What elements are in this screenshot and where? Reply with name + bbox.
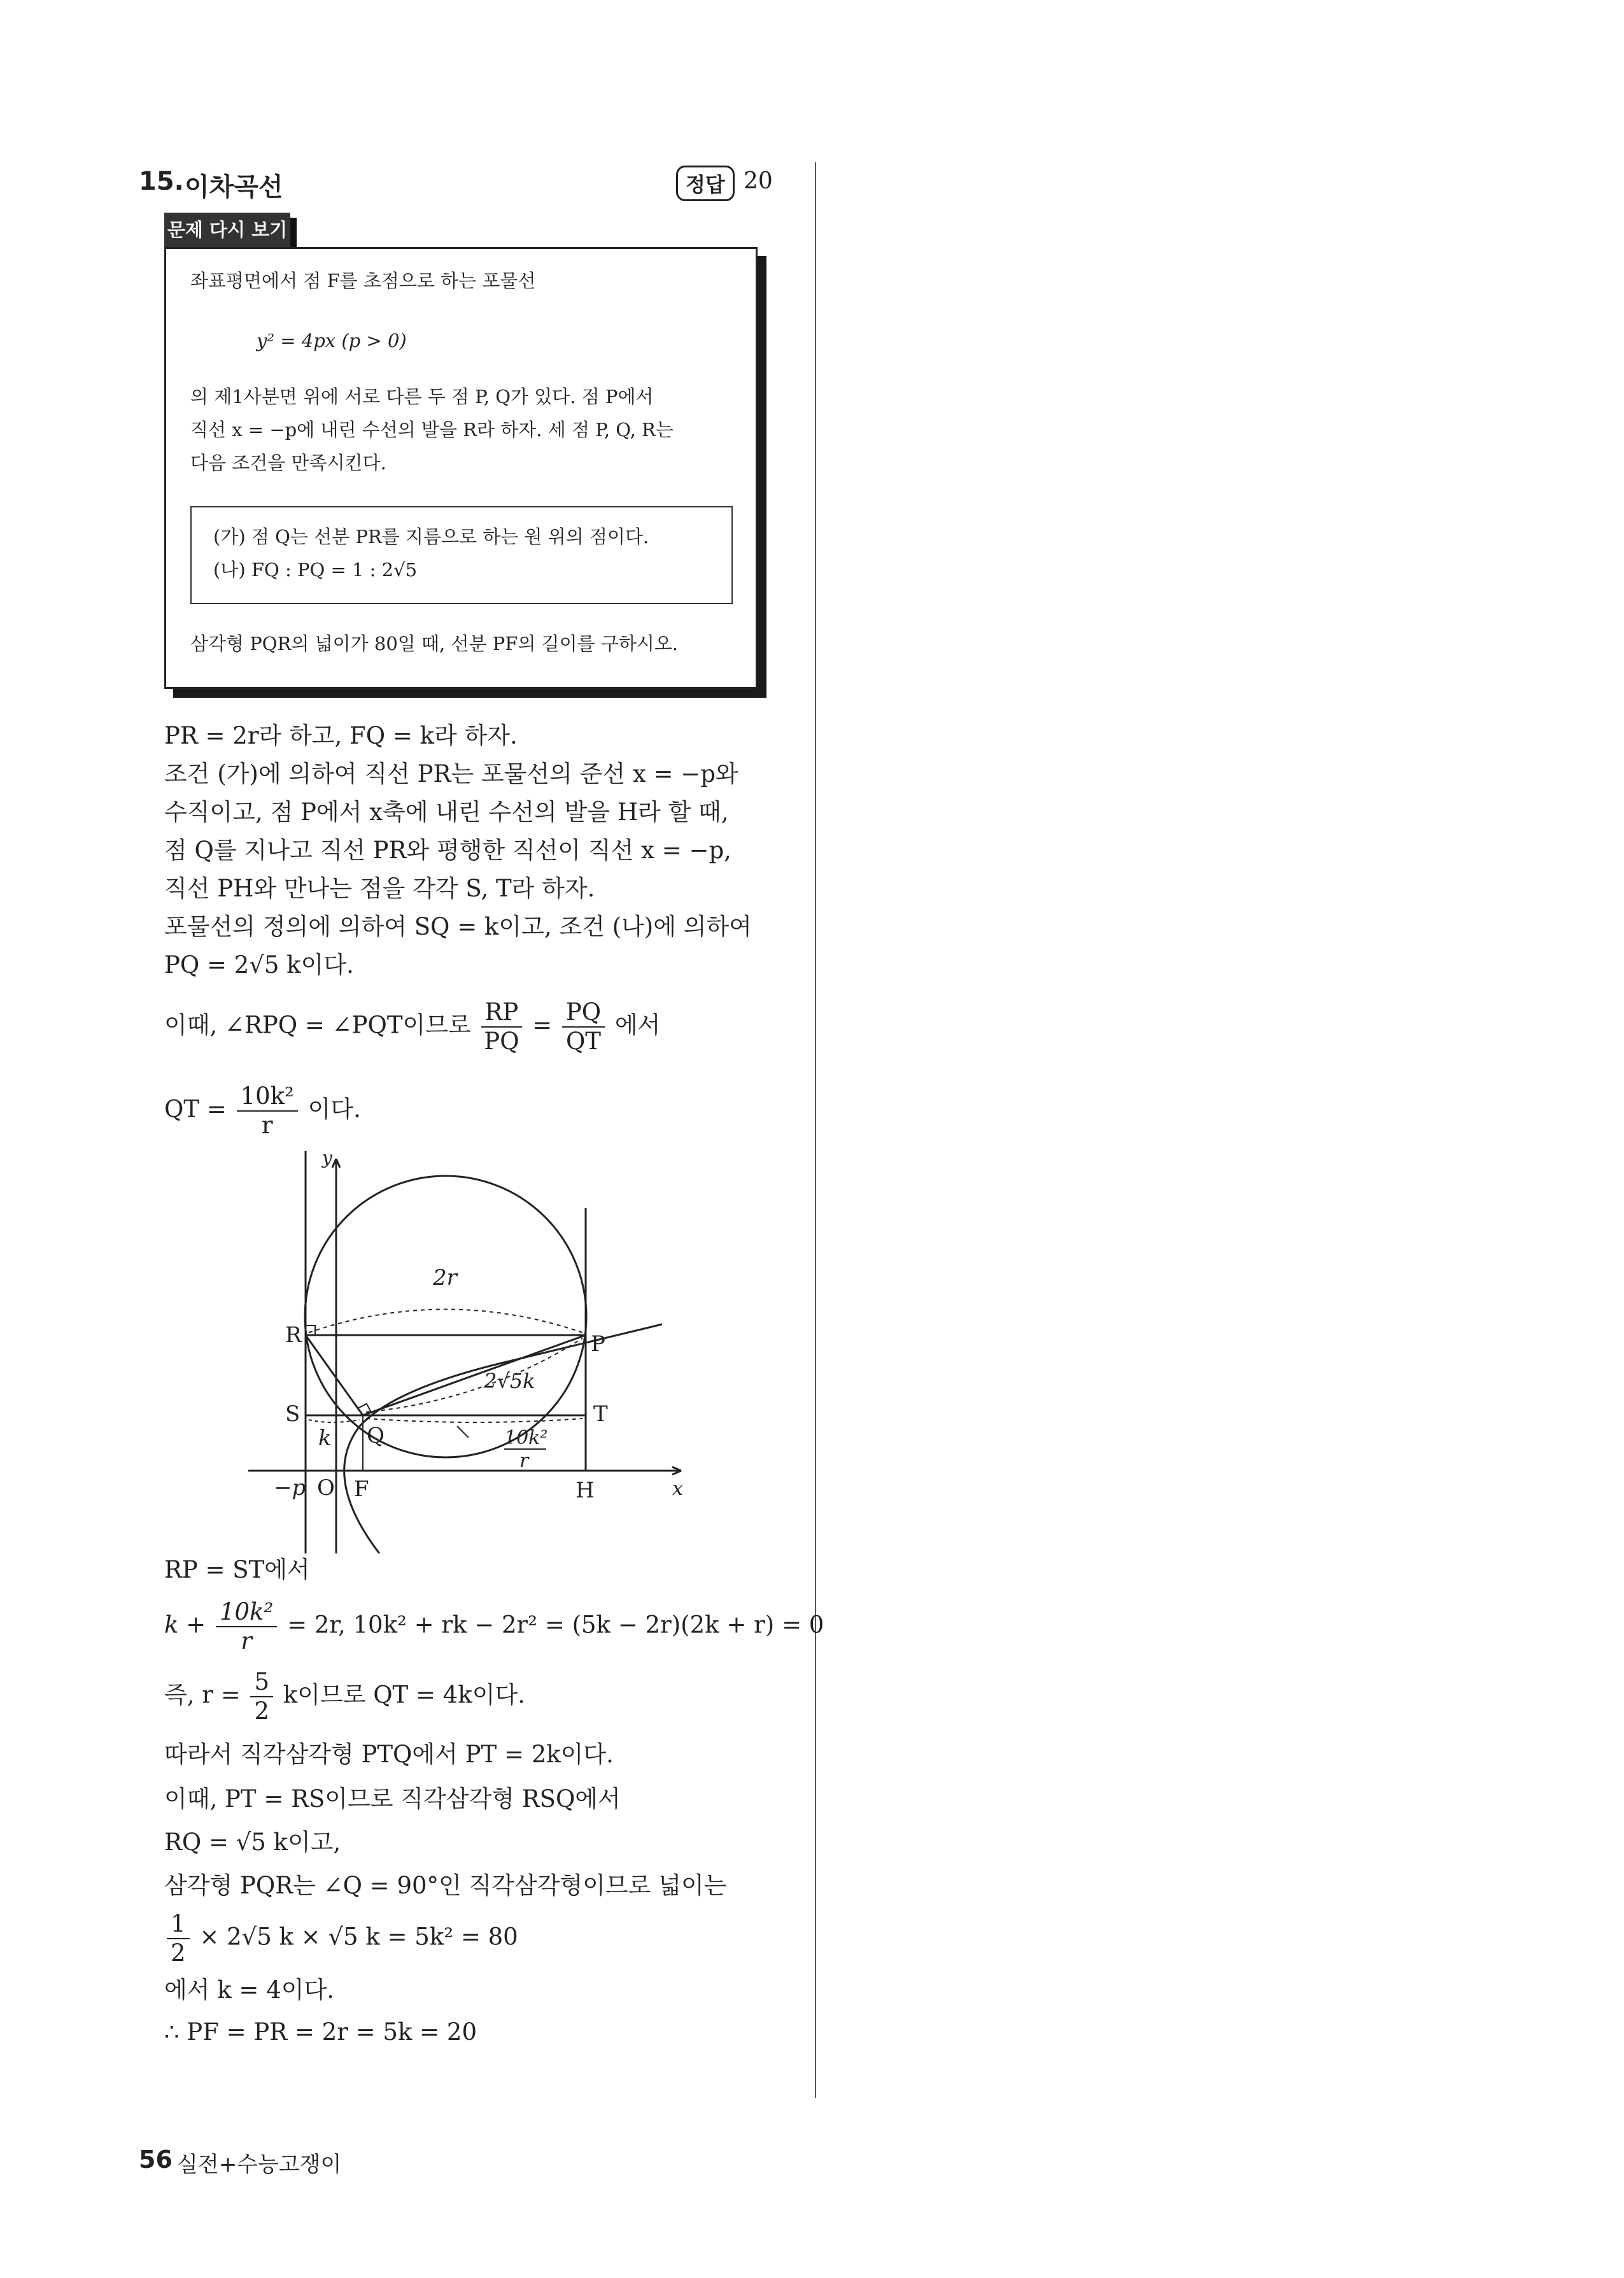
solution-r-value: [164, 1668, 525, 1725]
numerator: 5: [250, 1668, 273, 1697]
text: 에서: [614, 1011, 661, 1039]
label-T: T: [593, 1401, 608, 1427]
numerator: 10k²: [216, 1598, 277, 1627]
condition-b: [213, 553, 417, 586]
denominator: r: [261, 1112, 273, 1139]
condition-b-label: (나): [213, 559, 246, 581]
solution-line: 이때, PT = RS이므로 직각삼각형 RSQ에서: [164, 1785, 621, 1813]
x-axis-label: x: [672, 1478, 683, 1500]
label-F: F: [354, 1476, 369, 1502]
solution-line: 조건 (가)에 의하여 직선 PR는 포물선의 준선 x = −p와: [164, 760, 738, 788]
label-k: k: [318, 1426, 332, 1451]
parabola-curve: [344, 1324, 662, 1553]
text: = 2r, 10k² + rk − 2r² = (5k − 2r)(2k + r) = 0: [287, 1611, 824, 1639]
label-QT-numerator: 10k²: [504, 1427, 548, 1449]
solution-line: 직선 PH와 만나는 점을 각각 S, T라 하자.: [164, 875, 595, 902]
text: QT =: [164, 1095, 227, 1123]
text: 즉, r =: [164, 1681, 241, 1709]
solution-conclusion: ∴ PF = PR = 2r = 5k = 20: [164, 2018, 477, 2046]
fraction: [481, 998, 523, 1056]
label-O: O: [317, 1475, 335, 1501]
text: 이다.: [307, 1095, 361, 1123]
condition-a: (가) 점 Q는 선분 PR를 지름으로 하는 원 위의 점이다.: [213, 526, 649, 548]
text: 이때, ∠RPQ = ∠PQT이므로: [164, 1011, 471, 1039]
solution-line: RQ = √5 k이고,: [164, 1829, 341, 1856]
denominator: 2: [171, 1939, 186, 1967]
parabola-circle-figure: [242, 1146, 700, 1553]
fraction: [167, 1910, 190, 1967]
solution-line: 따라서 직각삼각형 PTQ에서 PT = 2k이다.: [164, 1741, 614, 1768]
pointer-QT: [457, 1426, 469, 1438]
solution-line: 에서 k = 4이다.: [164, 1976, 334, 2004]
label-R: R: [285, 1322, 302, 1348]
solution-line: PQ = 2√5 k이다.: [164, 951, 354, 979]
denominator: r: [241, 1627, 252, 1655]
problem-question: 삼각형 PQR의 넓이가 80일 때, 선분 PF의 길이를 구하시오.: [190, 633, 679, 654]
fraction: [562, 998, 605, 1056]
problem-line: 다음 조건을 만족시킨다.: [190, 452, 386, 474]
page-number: 56: [139, 2146, 173, 2174]
fraction: [250, 1668, 273, 1725]
problem-line: 의 제1사분면 위에 서로 다른 두 점 P, Q가 있다. 점 P에서: [190, 386, 654, 407]
right-angle-mark: [306, 1326, 315, 1335]
equals-sign: =: [532, 1011, 553, 1039]
solution-line: RP = ST에서: [164, 1556, 310, 1583]
solution-line: 포물선의 정의에 의하여 SQ = k이고, 조건 (나)에 의하여: [164, 913, 752, 940]
problem-line: 직선 x = −p에 내린 수선의 발을 R라 하자. 세 점 P, Q, R는: [190, 419, 674, 441]
problem-intro: 좌표평면에서 점 F를 초점으로 하는 포물선: [190, 270, 536, 292]
question-topic: 이차곡선: [185, 173, 283, 202]
question-number: 15.: [139, 167, 184, 196]
denominator: QT: [565, 1028, 601, 1055]
arc-QT: [366, 1418, 583, 1422]
numerator: RP: [481, 998, 523, 1028]
book-title: 실전+수능고쟁이: [177, 2152, 342, 2177]
text: k이므로 QT = 4k이다.: [283, 1681, 525, 1709]
solution-qt-length: [164, 1082, 361, 1140]
label-2r: 2r: [433, 1265, 457, 1291]
conditions-box: [190, 506, 733, 604]
solution-line: PR = 2r라 하고, FQ = k라 하자.: [164, 722, 518, 749]
solution-equation: [164, 1598, 824, 1655]
column-divider: [815, 162, 816, 2098]
condition-b-expression: FQ : PQ = 1 : 2√5: [251, 559, 418, 581]
review-problem-tab: 문제 다시 보기: [164, 213, 290, 247]
problem-equation: y² = 4px (p > 0): [257, 330, 407, 351]
text: × 2√5 k × √5 k = 5k² = 80: [199, 1923, 518, 1951]
denominator: 2: [254, 1697, 270, 1725]
answer-value: 20: [744, 168, 773, 194]
label-neg-p: −p: [274, 1475, 306, 1501]
numerator: 1: [167, 1910, 190, 1939]
denominator: PQ: [484, 1028, 519, 1055]
label-PQ-length: 2√5k: [484, 1369, 535, 1393]
problem-box: [164, 247, 758, 689]
fraction: [237, 1082, 298, 1140]
solution-line: 점 Q를 지나고 직선 PR와 평행한 직선이 직선 x = −p,: [164, 837, 731, 864]
numerator: 10k²: [237, 1082, 298, 1112]
segment-PQ: [363, 1335, 586, 1415]
y-axis-label: y: [322, 1147, 332, 1168]
solution-angle-ratio: [164, 998, 660, 1056]
text: k +: [164, 1611, 206, 1639]
label-Q: Q: [367, 1423, 385, 1448]
answer-badge: 정답: [676, 166, 735, 201]
solution-line: 삼각형 PQR는 ∠Q = 90°인 직각삼각형이므로 넓이는: [164, 1872, 727, 1899]
numerator: PQ: [562, 998, 605, 1028]
label-H: H: [575, 1478, 595, 1503]
label-S: S: [285, 1401, 300, 1427]
arc-2r: [309, 1310, 583, 1333]
fraction: [216, 1598, 277, 1655]
solution-area: [164, 1910, 518, 1967]
label-P: P: [591, 1331, 605, 1357]
solution-line: 수직이고, 점 P에서 x축에 내린 수선의 발을 H라 할 때,: [164, 798, 729, 826]
label-QT-denominator: r: [519, 1450, 529, 1472]
